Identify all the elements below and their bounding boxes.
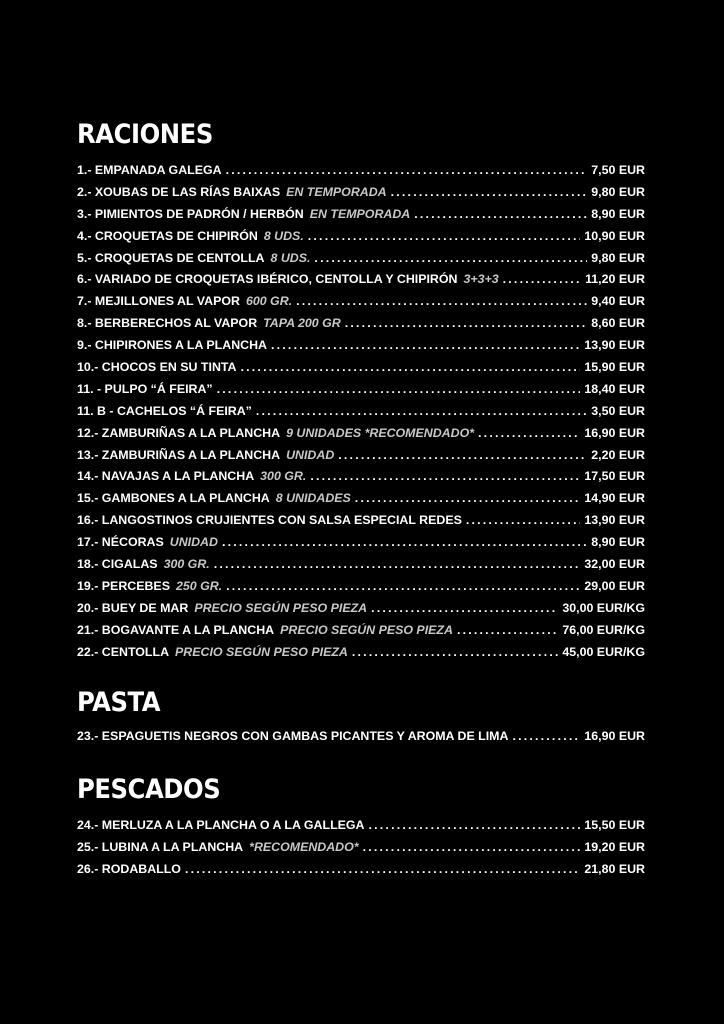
menu-item-price: 8,90 EUR [591,206,645,221]
menu-item-note: 600 GR. [245,294,293,309]
menu-item [77,313,645,335]
menu-item [77,532,645,554]
dot-leader [352,642,559,664]
menu-item-price: 7,50 EUR [591,163,645,177]
menu-item-price: 9,40 EUR [591,294,645,309]
menu-item-name: 24.- MERLUZA A LA PLANCHA O A LA GALLEGA [77,818,365,833]
menu-item-price: 8,60 EUR [591,316,645,331]
menu-item [77,598,645,620]
menu-page [77,112,645,881]
menu-item-name: 12.- ZAMBURIÑAS A LA PLANCHA [77,425,281,440]
dot-leader [241,357,581,379]
menu-item-note: PRECIO SEGÚN PESO PIEZA [194,600,368,615]
menu-item-note: *RECOMENDADO* [249,840,359,855]
menu-item-note: 8 UNIDADES [275,491,351,506]
menu-item-name: 5.- CROQUETAS DE CENTOLLA [77,250,265,265]
menu-item-note: PRECIO SEGÚN PESO PIEZA [280,622,453,637]
dot-leader [271,335,580,357]
menu-item-note: 8 UDS. [263,228,304,243]
menu-item [77,357,645,379]
section-title-pescados: PESCADOS [77,774,221,806]
menu-item [77,488,645,510]
menu-item-name: 11. B - CACHELOS “Á FEIRA” [77,403,252,418]
dot-leader [222,532,587,554]
pescados-list [77,815,645,881]
menu-item [77,379,645,401]
dot-leader [414,204,587,226]
menu-item [77,642,645,664]
dot-leader [338,445,587,467]
dot-leader [371,598,558,620]
menu-item [77,576,645,598]
menu-item [77,291,645,313]
menu-item-price: 21,80 EUR [584,862,645,877]
menu-item-name: 23.- ESPAGUETIS NEGROS CON GAMBAS PICANTES Y AROMA DE LIMA [77,729,509,744]
menu-item-note: 300 GR. [163,557,210,572]
menu-item-note: EN TEMPORADA [286,184,387,199]
menu-item-price: 13,90 EUR [584,338,645,353]
menu-item-name: 18.- CIGALAS [77,557,158,572]
menu-item [77,335,645,357]
dot-leader [369,815,581,837]
menu-item-price: 18,40 EUR [584,381,645,396]
section-title-pasta: PASTA [77,687,161,719]
menu-item-name: 19.- PERCEBES [77,578,170,593]
menu-item [77,510,645,532]
menu-item-name: 1.- EMPANADA GALEGA [77,163,222,177]
menu-item-price: 2,20 EUR [591,447,645,462]
dot-leader [214,554,581,576]
menu-item-price: 29,00 EUR [584,578,645,593]
menu-item-price: 16,90 EUR [584,729,645,744]
section-title-raciones: RACIONES [77,119,213,150]
menu-item-note: 9 UNIDADES *RECOMENDADO* [286,425,475,440]
menu-item-name: 13.- ZAMBURIÑAS A LA PLANCHA [77,447,281,462]
menu-item [77,226,645,248]
raciones-section [77,116,645,663]
menu-item-name: 7.- MEJILLONES AL VAPOR [77,294,240,309]
menu-item-price: 45,00 EUR/KG [562,644,645,659]
dot-leader [478,423,580,445]
dot-leader [466,510,581,532]
dot-leader [345,313,588,335]
menu-item [77,182,645,204]
dot-leader [355,488,581,510]
dot-leader [308,226,581,248]
menu-item-name: 11. - PULPO “Á FEIRA” [77,381,213,396]
menu-item-price: 76,00 EUR/KG [562,622,645,637]
menu-item [77,837,645,859]
dot-leader [457,620,558,642]
dot-leader [503,269,581,291]
menu-item [77,248,645,270]
menu-item [77,401,645,423]
menu-item-note: UNIDAD [169,535,218,550]
menu-item-name: 2.- XOUBAS DE LAS RÍAS BAIXAS [77,184,281,199]
menu-item-name: 26.- RODABALLO [77,862,181,877]
menu-item-name: 6.- VARIADO DE CROQUETAS IBÉRICO, CENTOLLA Y CHIPIRÓN [77,272,458,287]
menu-item-name: 9.- CHIPIRONES A LA PLANCHA [77,338,267,353]
pasta-section [77,684,645,748]
dot-leader [512,726,580,748]
menu-item [77,445,645,467]
menu-item-note: EN TEMPORADA [309,206,411,221]
menu-item [77,466,645,488]
pescados-section [77,771,645,881]
menu-item-name: 15.- GAMBONES A LA PLANCHA [77,491,270,506]
dot-leader [226,576,580,598]
menu-item [77,204,645,226]
menu-item [77,554,645,576]
menu-item-name: 14.- NAVAJAS A LA PLANCHA [77,469,255,484]
menu-item-price: 17,50 EUR [584,469,645,484]
menu-item-price: 14,90 EUR [584,491,645,506]
menu-item [77,859,645,881]
dot-leader [256,401,587,423]
menu-item-name: 25.- LUBINA A LA PLANCHA [77,840,244,855]
menu-item-price: 9,80 EUR [591,184,645,199]
menu-item-note: PRECIO SEGÚN PESO PIEZA [175,644,348,659]
menu-item-name: 16.- LANGOSTINOS CRUJIENTES CON SALSA ESPECIAL REDES [77,513,462,528]
menu-item-name: 17.- NÉCORAS [77,535,164,550]
menu-item [77,269,645,291]
menu-item [77,726,645,748]
menu-item-price: 3,50 EUR [591,403,645,418]
menu-item-price: 32,00 EUR [584,557,645,572]
menu-item-price: 15,50 EUR [584,818,645,833]
menu-item [77,815,645,837]
dot-leader [391,182,588,204]
menu-item-note: 3+3+3 [463,272,499,287]
menu-item [77,160,645,182]
menu-item-name: 22.- CENTOLLA [77,644,170,659]
menu-item-price: 13,90 EUR [584,513,645,528]
menu-item-name: 3.- PIMIENTOS DE PADRÓN / HERBÓN [77,206,304,221]
raciones-list [77,160,645,663]
menu-item [77,423,645,445]
menu-item-name: 4.- CROQUETAS DE CHIPIRÓN [77,228,258,243]
menu-item-price: 15,90 EUR [584,360,645,375]
dot-leader [310,466,580,488]
dot-leader [314,248,587,270]
menu-item-name: 10.- CHOCOS EN SU TINTA [77,360,237,375]
menu-item-note: TAPA 200 GR [263,316,341,331]
menu-item-price: 11,20 EUR [585,272,645,287]
menu-item-name: 8.- BERBERECHOS AL VAPOR [77,316,258,331]
menu-item-note: 250 GR. [175,578,223,593]
menu-item-price: 30,00 EUR/KG [562,600,645,615]
menu-item-price: 10,90 EUR [584,228,645,243]
menu-item-name: 20.- BUEY DE MAR [77,600,189,615]
menu-item-price: 19,20 EUR [584,840,645,855]
menu-item [77,620,645,642]
dot-leader [296,291,587,313]
dot-leader [363,837,581,859]
menu-item-price: 16,90 EUR [584,425,645,440]
dot-leader [226,160,588,182]
menu-item-note: 8 UDS. [270,250,311,265]
pasta-list [77,726,645,748]
menu-item-note: UNIDAD [286,447,335,462]
menu-item-price: 8,90 EUR [591,535,645,550]
menu-item-note: 300 GR. [260,469,307,484]
dot-leader [217,379,581,401]
menu-item-price: 9,80 EUR [591,250,645,265]
dot-leader [185,859,580,881]
menu-item-name: 21.- BOGAVANTE A LA PLANCHA [77,622,275,637]
